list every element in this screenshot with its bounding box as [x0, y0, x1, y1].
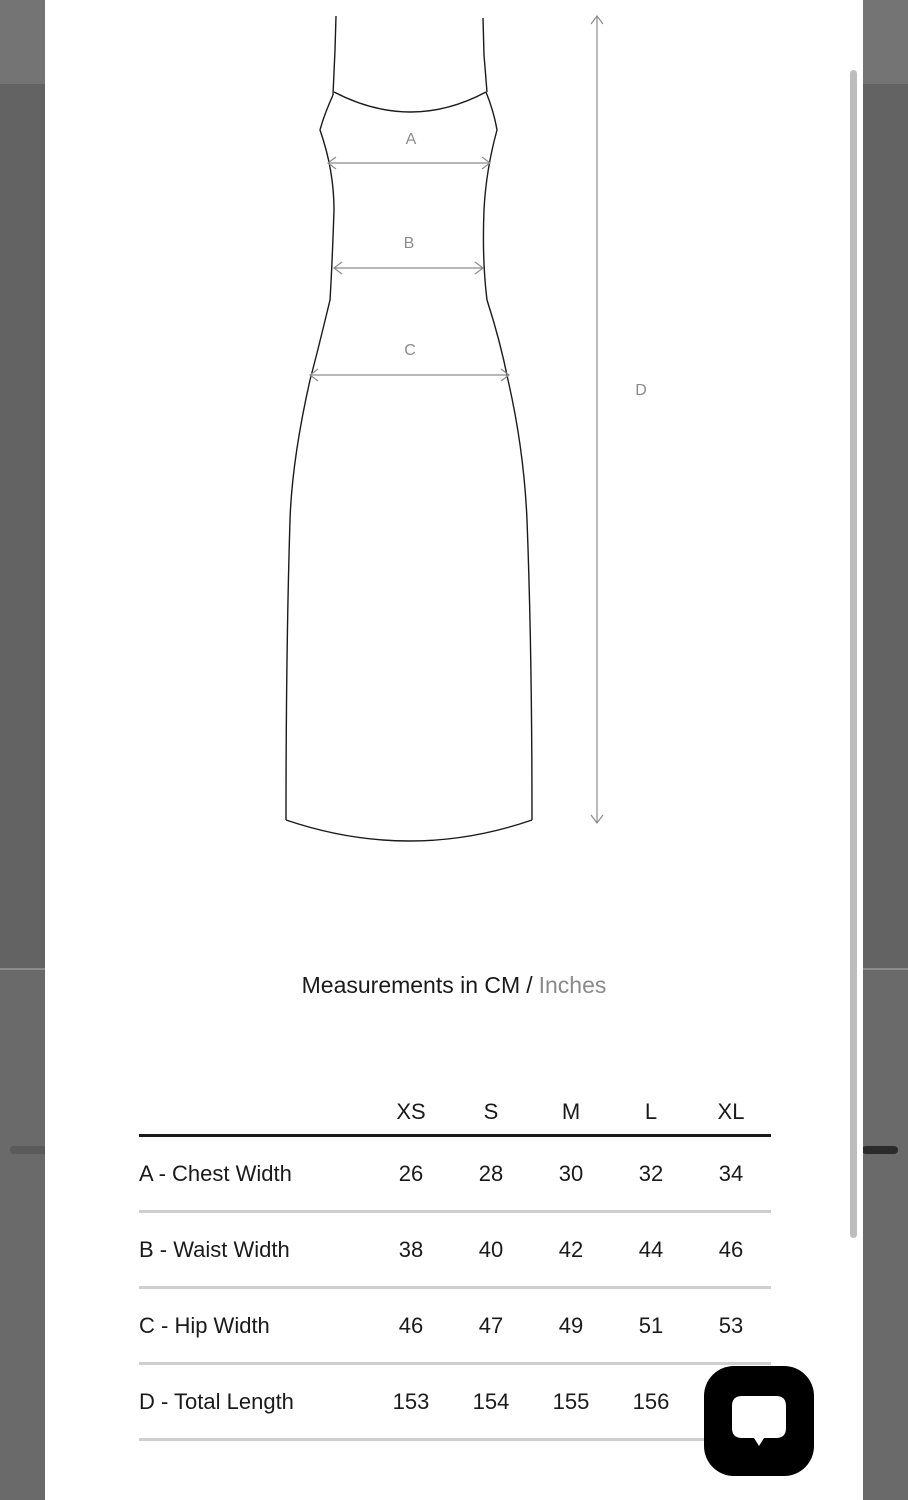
dress-outline-right — [483, 92, 532, 820]
table-cell: 32 — [611, 1136, 691, 1212]
table-cell: 53 — [691, 1288, 771, 1364]
measure-b-label: B — [403, 235, 415, 252]
table-row — [139, 1136, 771, 1212]
size-header-l: L — [611, 1090, 691, 1136]
unit-toggle — [0, 972, 908, 999]
table-cell: 28 — [451, 1136, 531, 1212]
table-cell: 34 — [691, 1136, 771, 1212]
measure-b-arrow — [334, 262, 483, 274]
chat-bubble-icon — [704, 1366, 814, 1476]
size-header-row — [139, 1090, 771, 1136]
measure-a-label: A — [405, 131, 417, 148]
size-header-s: S — [451, 1090, 531, 1136]
dress-neckline — [334, 92, 486, 112]
table-cell: 47 — [451, 1288, 531, 1364]
row-label-waist: B - Waist Width — [139, 1212, 371, 1288]
modal-scrollbar[interactable] — [850, 70, 857, 1238]
header-blank — [139, 1090, 371, 1136]
table-cell: 156 — [611, 1364, 691, 1440]
size-header-xl: XL — [691, 1090, 771, 1136]
table-cell: 42 — [531, 1212, 611, 1288]
dress-measurement-diagram — [45, 0, 863, 900]
table-cell: 153 — [371, 1364, 451, 1440]
table-cell: 30 — [531, 1136, 611, 1212]
unit-separator: / — [526, 972, 533, 998]
size-chart-table — [139, 1090, 771, 1441]
row-label-chest: A - Chest Width — [139, 1136, 371, 1212]
dress-hem — [286, 820, 532, 841]
size-header-m: M — [531, 1090, 611, 1136]
backdrop-indicator-left — [10, 1146, 50, 1154]
measure-d-label: D — [635, 382, 647, 399]
table-cell: 26 — [371, 1136, 451, 1212]
measure-c-label: C — [404, 342, 416, 359]
table-row — [139, 1364, 771, 1440]
table-cell: 38 — [371, 1212, 451, 1288]
dress-strap-right — [483, 18, 487, 92]
table-cell: 44 — [611, 1212, 691, 1288]
table-cell: 154 — [451, 1364, 531, 1440]
table-cell: 40 — [451, 1212, 531, 1288]
row-label-length: D - Total Length — [139, 1364, 371, 1440]
dress-outline-left — [286, 95, 334, 820]
measure-a-arrow — [328, 157, 490, 169]
table-cell: 46 — [371, 1288, 451, 1364]
table-cell: 49 — [531, 1288, 611, 1364]
measure-c-arrow — [310, 369, 509, 381]
unit-cm-label[interactable]: Measurements in CM — [301, 972, 521, 998]
table-cell: 51 — [611, 1288, 691, 1364]
measure-d-arrow — [591, 16, 603, 823]
dress-strap-left — [333, 16, 336, 95]
table-row — [139, 1288, 771, 1364]
size-header-xs: XS — [371, 1090, 451, 1136]
table-row — [139, 1212, 771, 1288]
backdrop-indicator-right — [862, 1146, 898, 1154]
unit-inches-toggle[interactable]: Inches — [538, 972, 607, 998]
row-label-hip: C - Hip Width — [139, 1288, 371, 1364]
table-cell: 46 — [691, 1212, 771, 1288]
table-cell: 155 — [531, 1364, 611, 1440]
chat-launcher-button[interactable] — [704, 1366, 814, 1476]
